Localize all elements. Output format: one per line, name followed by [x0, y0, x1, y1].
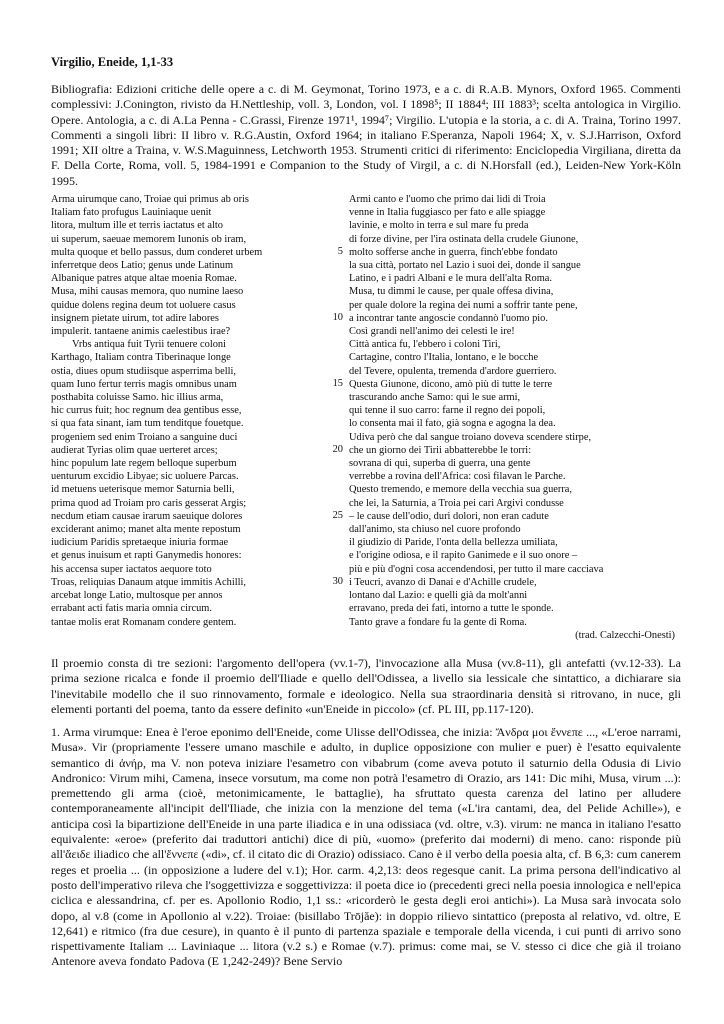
- italian-line: di forze divine, per l'ira ostinata della crudele Giunone,: [349, 233, 579, 245]
- latin-line: ostia, diues opum studiisque asperrima belli,: [51, 365, 236, 377]
- latin-line: errabant acti fatis maria omnia circum.: [51, 603, 212, 615]
- latin-line: id metuens ueterisque memor Saturnia belli,: [51, 484, 235, 496]
- italian-line: dall'animo, sta chiuso nel cuore profondo: [349, 524, 521, 536]
- latin-line: his accensa super iactatos aequore toto: [51, 563, 212, 575]
- latin-line: Vrbs antiqua fuit Tyrii tenuere coloni: [72, 339, 226, 351]
- latin-line: Karthago, Italiam contra Tiberinaque longe: [51, 352, 231, 364]
- italian-line: lontano dal Lazio: e quelli già da molt'anni: [349, 590, 528, 602]
- latin-line: prima quod ad Troiam pro caris gesserat Argis;: [51, 497, 247, 509]
- latin-line: Albanique patres atque altae moenia Romae.: [51, 273, 237, 285]
- commentary-paragraph: 1. Arma virumque: Enea è l'eroe eponimo dell'Eneide, come Ulisse dell'Odissea, che inizia: Ἄνδρα μοι ἔννεπε ..., «L'eroe narrami, Musa». Vir (propriamente l'essere umano maschile e adulto, in duplice opposizione con mulier e puer) è l'esatto equivalente semantico di ἀνήρ, ma V. non poteva iniziare l'esametro con vibabrum (come aveva potuto il saturnio della Odusia di Livio Andronico: Virum mihi, Camena, insece vorsutum, ma come non potrà l'esametro di Orazio, ars 141: Dic mihi, Musa, virum ...): premettendo gli arma (cioè, metonimicamente, le battaglie), ha sfruttato questa carenza del latino per alludere contemporaneamente all'incipit dell'Iliade, che inizia con la menzione del tema («L'ira cantami, dea, del Pelide Achille»), e anticipa così la bipartizione dell'Eneide in una parte iliadica e in una odissiaca (vd. oltre, v.3). virum: ne manca in italiano l'esatto equivalente: «eroe» (preferito dai traduttori antichi) dice di più, «uomo» (preferito dai moderni) di meno. cano: risponde più all'ἄειδε iliadico che all'ἔννεπε («di», cf. il citato dic di Orazio) odissiaco. Cano è il verbo della poesia alta, cf. B 6,3: cum canerem reges et proelia ... (in opposizione a ludere del v.1); Hor. carm. 4,2,13: deos regesque canit. La prima persona dell'indicativo al posto dell'imperativo rileva che l'soggettivizza e soggettivizza: il poeta dice io (precedenti greci nella poesia innologica e nell'epica ciclica e alessandrina, cf. per es. Apollonio Rodio, 1,1 ss.: «ricorderò le gesta degli eroi antichi»). La Musa sarà invocata solo dopo, al v.8 (come in Apollonio al v.22). Troiae: (bisillabo Trōjăe): in doppio rilievo sintattico (preposta al relativo, vd. oltre, E 12,641) e ritmico (fra due cesure), in quanto è il punto di partenza spaziale e temporale della vicenda, i cui punti di arrivo sono rispettivamente Italiam ... Laviniaque ... litora (v.2 s.) e Romae (v.7). primus: come mai, se V. stesso ci dice che già il troiano Antenore aveva fondato Padova (E 1,242-249)? Bene Servio: [51, 725, 681, 969]
- italian-line: che lei, la Saturnia, a Troia pei cari Argivi condusse: [349, 497, 564, 509]
- line-number: 15: [332, 377, 343, 389]
- page-title: Virgilio, Eneide, 1,1-33: [51, 55, 174, 69]
- italian-line: erravano, preda dei fati, intorno a tutte le sponde.: [349, 603, 554, 615]
- latin-line: quidue dolens regina deum tot uoluere casus: [51, 299, 236, 311]
- latin-line: hic currus fuit; hoc regnum dea gentibus esse,: [51, 405, 242, 417]
- italian-line: Così grandi nell'animo dei celesti le ire!: [349, 326, 515, 338]
- italian-line: più e più d'ogni cosa accendendosi, per tutto il mare cacciava: [349, 563, 604, 575]
- latin-line: Musa, mihi causas memora, quo numine laeso: [51, 286, 244, 298]
- line-number: 30: [332, 575, 343, 587]
- latin-line: arcebat longe Latio, multosque per annos: [51, 590, 223, 602]
- italian-line: Tanto grave a fondare fu la gente di Roma.: [349, 616, 527, 628]
- italian-line: Questo tremendo, e memore della vecchia sua guerra,: [349, 484, 573, 496]
- italian-line: – le cause dell'odio, duri dolori, non eran cadute: [349, 510, 549, 522]
- italian-line: Udiva però che dal sangue troiano doveva scendere stirpe,: [349, 431, 592, 443]
- italian-line: lavinie, e molto in terra e sul mare fu preda: [349, 220, 529, 232]
- latin-line: Troas, reliquias Danaum atque immitis Achilli,: [51, 576, 246, 588]
- italian-line: il giudizio di Paride, l'onta della bellezza umiliata,: [349, 537, 558, 549]
- italian-line: del Tevere, opulenta, tremenda d'ardore guerriero.: [349, 365, 557, 377]
- italian-translation: [349, 193, 681, 642]
- latin-line: Italiam fato profugus Lauiniaque uenit: [51, 207, 212, 219]
- italian-line: Latino, e i padri Albani e le mura dell'alta Roma.: [349, 273, 552, 285]
- italian-line: lo consenta mai il fato, già sogna e agogna la dea.: [349, 418, 556, 430]
- latin-line: tantae molis erat Romanam condere gentem.: [51, 616, 237, 628]
- latin-line: multa quoque et bello passus, dum conderet urbem: [51, 246, 263, 258]
- italian-line: molto sofferse anche in guerra, finch'ebbe fondato: [349, 246, 558, 258]
- italian-line: sovrana di qui, superba di guerra, una gente: [349, 458, 531, 470]
- italian-line: venne in Italia fuggiasco per fato e alle spiagge: [349, 207, 546, 219]
- italian-line: la sua città, portato nel Lazio i suoi dei, donde il sangue: [349, 260, 581, 272]
- italian-line: Questa Giunone, dicono, amò più di tutte le terre: [349, 378, 553, 390]
- latin-line: insignem pietate uirum, tot adire labores: [51, 312, 219, 324]
- italian-line: Città antica fu, l'ebbero i coloni Tiri,: [349, 339, 501, 351]
- bibliography: Bibliografia: Edizioni critiche delle opere a c. di M. Geymonat, Torino 1973, e a c. di R.A.B. Mynors, Oxford 1965. Commenti complessivi: J.Conington, rivisto da H.Nettleship, voll. 3, London, vol. I 1898⁵; II 1884⁴; III 1883³; scelta antologica in Virgilio. Opere. Antologia, a c. di A.La Penna - C.Grassi, Firenze 1971¹, 1994⁷; Virgilio. L'utopia e la storia, a c. di A. Traina, Torino 1997. Commenti a singoli libri: II libro v. R.G.Austin, Oxford 1964; in italiano F.Speranza, Napoli 1964; X, v. S.J.Harrison, Oxford 1991; XII oltre a Traina, v. W.S.Maguinness, Letchworth 1953. Strumenti critici di riferimento: Enciclopedia Virgiliana, diretta da F. Della Corte, Roma, voll. 5, 1984-1991 e Companion to the Study of Virgil, a c. di N.Horsfall (ed.), Leiden-New York-Köln 1995.: [51, 82, 681, 188]
- latin-line: progeniem sed enim Troiano a sanguine duci: [51, 431, 238, 443]
- latin-line: quam Iuno fertur terris magis omnibus unam: [51, 378, 237, 390]
- intro-paragraph: Il proemio consta di tre sezioni: l'argomento dell'opera (vv.1-7), l'invocazione alla Musa (vv.8-11), gli antefatti (vv.12-33). La prima sezione ricalca e fonde il proemio dell'Iliade e quello dell'Odissea, a livello sia lessicale che sintattico, a dichiarare sia l'inevitabile modello che il suo rinnovamento, formale e ideologico. Nella sua straordinaria densità si ritrovano, in nuce, gli elementi portanti del poema, tanto da essere definito «un'Eneide in piccolo» (cf. PL III, pp.117-120).: [51, 656, 681, 716]
- latin-line: ui superum, saeuae memorem Iunonis ob iram,: [51, 233, 247, 245]
- italian-line: e l'origine odiosa, e il rapito Ganimede e il suo onore –: [349, 550, 578, 562]
- latin-line: si qua fata sinant, iam tum tenditque fouetque.: [51, 418, 244, 430]
- latin-line: et genus inuisum et rapti Ganymedis honores:: [51, 550, 242, 562]
- latin-line: posthabita coluisse Samo. hic illius arma,: [51, 392, 224, 404]
- line-number: 5: [337, 245, 343, 257]
- italian-line: qui tenne il suo carro: farne il regno dei popoli,: [349, 405, 546, 417]
- italian-line: trascurando anche Samo: qui le sue armi,: [349, 392, 521, 404]
- italian-line: i Teucri, avanzo di Danai e d'Achille crudele,: [349, 576, 537, 588]
- translator-credit: (trad. Calzecchi-Onesti): [575, 629, 675, 641]
- italian-line: Armi canto e l'uomo che primo dai lidi di Troia: [349, 194, 546, 205]
- latin-text: [51, 193, 331, 629]
- latin-line: necdum etiam causae irarum saeuique dolores: [51, 510, 243, 522]
- latin-line: hinc populum late regem belloque superbum: [51, 458, 237, 470]
- line-number: 25: [332, 509, 343, 521]
- italian-line: che un giorno dei Tirii abbatterebbe le torri:: [349, 444, 532, 456]
- italian-line: per quale dolore la regina dei numi a soffrir tante pene,: [349, 299, 578, 311]
- latin-line: exciderant animo; manet alta mente repostum: [51, 524, 241, 536]
- italian-line: verrebbe a rovina dell'Africa: così filavan le Parche.: [349, 471, 566, 483]
- latin-line: litora, multum ille et terris iactatus et alto: [51, 220, 223, 232]
- italian-line: Musa, tu dimmi le cause, per quale offesa divina,: [349, 286, 554, 298]
- italian-line: Cartagine, contro l'Italia, lontano, e le bocche: [349, 352, 539, 364]
- latin-line: inferretque deos Latio; genus unde Latinum: [51, 260, 234, 272]
- latin-line: Arma uirumque cano, Troiae qui primus ab oris: [51, 194, 249, 205]
- italian-line: a incontrar tante angoscie condannò l'uomo pio.: [349, 312, 548, 324]
- latin-line: iudicium Paridis spretaeque iniuria formae: [51, 537, 229, 549]
- latin-line: audierat Tyrias olim quae uerteret arces;: [51, 444, 218, 456]
- latin-line: impulerit. tantaene animis caelestibus irae?: [51, 326, 231, 338]
- line-number: 20: [332, 443, 343, 455]
- line-number: 10: [332, 311, 343, 323]
- latin-line: uenturum excidio Libyae; sic uoluere Parcas.: [51, 471, 239, 483]
